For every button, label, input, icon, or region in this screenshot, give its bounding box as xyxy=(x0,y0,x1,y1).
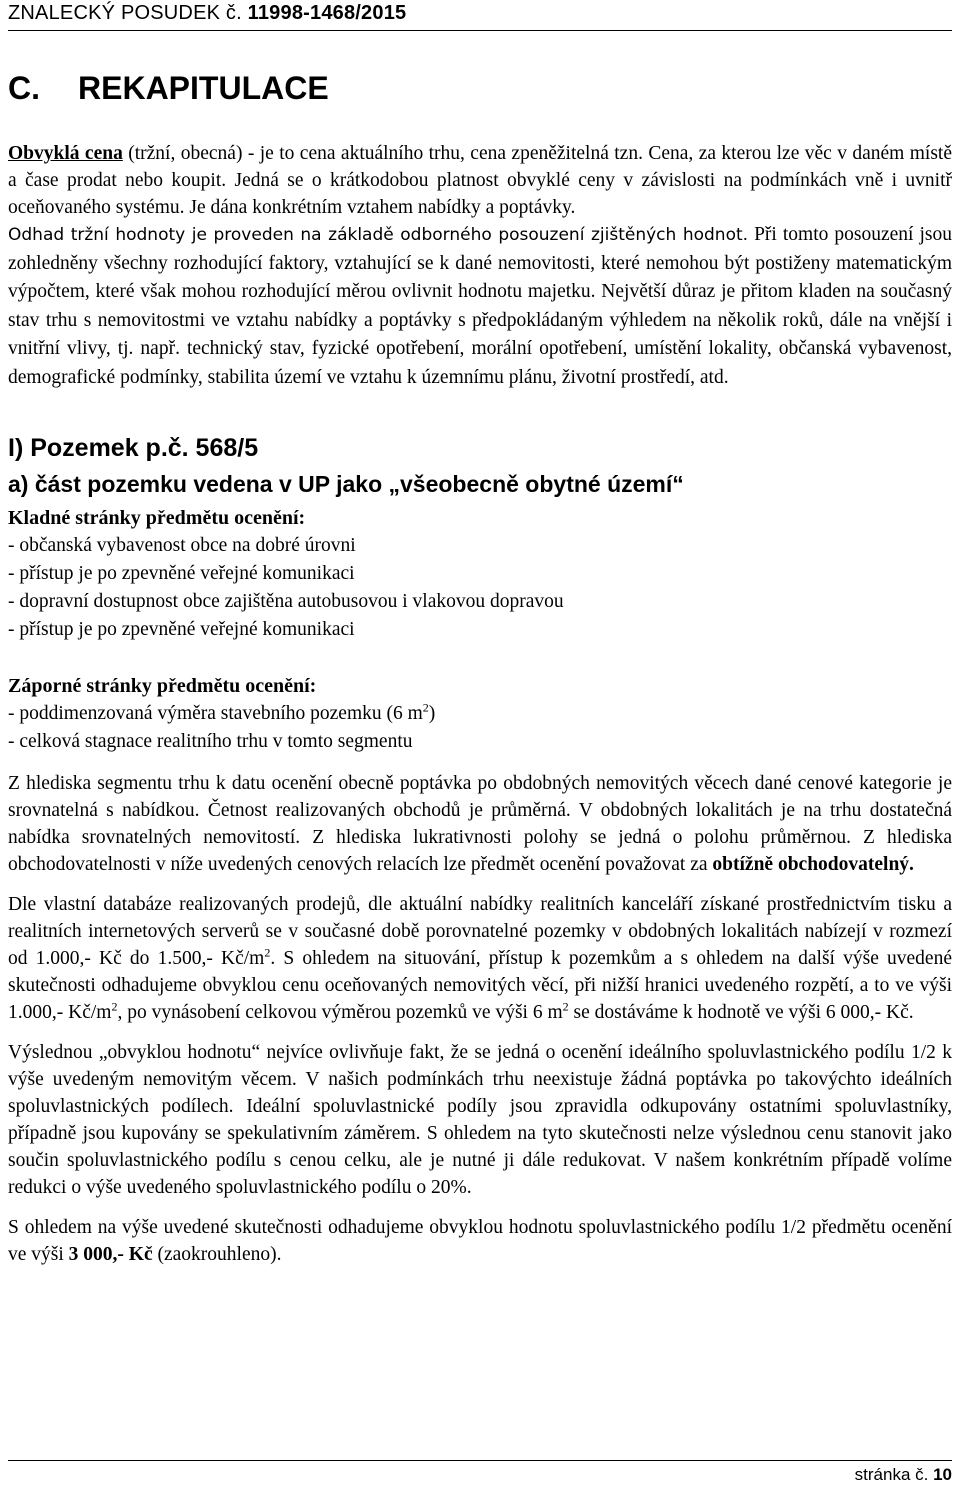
segment-bold: obtížně obchodovatelný. xyxy=(712,854,914,875)
databaze-paragraph xyxy=(8,891,952,1026)
intro-text: (tržní, obecná) - je to cena aktuálního trhu, cena zpeněžitelná tzn. Cena, za kterou lze věc v daném místě a čase prodat nebo koupit. Jedná se o krátkodobou platnost obvyklé ceny v závislosti na podmínkách vně i uvnitř oceňovaného systému. Je dána konkrétním vztahem nabídky a poptávky. xyxy=(8,143,952,218)
list-item: - celková stagnace realitního trhu v tomto segmentu xyxy=(8,731,413,752)
section-letter: C. xyxy=(8,70,40,106)
superscript: 2 xyxy=(111,999,118,1014)
section-heading xyxy=(8,70,329,107)
page-footer xyxy=(855,1465,952,1485)
header-number: 11998-1468/2015 xyxy=(247,2,407,24)
odhad-paragraph xyxy=(8,221,952,392)
zaporne-item1-close: ) xyxy=(428,703,436,724)
document-body xyxy=(8,140,952,1268)
zaver-suffix: (zaokrouhleno). xyxy=(152,1244,282,1265)
zaver-paragraph xyxy=(8,1214,952,1268)
zaporne-item1-text: - poddimenzovaná výměra stavebního pozemku (6 m xyxy=(8,703,423,724)
footer-label: stránka č. xyxy=(854,1465,934,1484)
segment-text: Z hlediska segmentu trhu k datu ocenění obecně poptávka po obdobných nemovitých věcech dané cenové kategorie je srovnatelná s nabídkou. Četnost realizovaných obchodů je průměrná. V obdobných lokalitách je na trhu dostatečná nabídka srovnatelných nemovitostí. Z hlediska lukrativnosti polohy se jedná o polohu průměrnou. Z hlediska obchodovatelnosti v níže uvedených cenových relacích lze předmět ocenění považovat za xyxy=(8,773,952,875)
zaver-value: 3 000,- Kč xyxy=(68,1244,153,1265)
footer-divider xyxy=(8,1460,952,1461)
odhad-sans-text: Odhad tržní hodnoty je proveden na základě odborného posouzení zjištěných hodnot. xyxy=(8,225,749,245)
page-number: 10 xyxy=(933,1465,952,1484)
kladne-list xyxy=(8,532,952,644)
header-divider xyxy=(8,30,952,31)
list-item: - přístup je po zpevněné veřejné komunikaci xyxy=(8,563,355,584)
zaporne-list xyxy=(8,700,952,756)
kladne-heading: Kladné stránky předmětu ocenění: xyxy=(8,507,306,529)
zaporne-heading: Záporné stránky předmětu ocenění: xyxy=(8,675,317,697)
superscript: 2 xyxy=(422,700,429,715)
databaze-p1: Dle vlastní databáze realizovaných prodejů, dle aktuální nabídky realitních kanceláří získané prostřednictvím tisku a realitních internetových serverů se v současné době porovnatelné pozemky v obdobných lokalitách nabízejí v rozmezí od 1.000,- Kč do 1.500,- Kč/m xyxy=(8,894,952,969)
list-item: - občanská vybavenost obce na dobré úrovni xyxy=(8,535,356,556)
intro-term: Obvyklá cena xyxy=(8,143,123,164)
header-prefix: ZNALECKÝ POSUDEK č. xyxy=(8,2,248,24)
superscript: 2 xyxy=(562,999,569,1014)
databaze-p3: , po vynásobení celkovou výměrou pozemků ve výši 6 m xyxy=(117,1002,563,1023)
zaver-text: S ohledem na výše uvedené skutečnosti odhadujeme obvyklou hodnotu spoluvlastnického podílu 1/2 předmětu ocenění ve výši xyxy=(8,1217,952,1265)
segment-paragraph xyxy=(8,770,952,878)
list-item: - přístup je po zpevněné veřejné komunikaci xyxy=(8,619,355,640)
pozemek-heading: I) Pozemek p.č. 568/5 xyxy=(8,434,259,462)
odhad-serif-text: Při tomto posouzení jsou zohledněny všechny rozhodující faktory, vztahující se k dané nemovitosti, které nemohou být postiženy matematickým výpočtem, které však mohou rozhodující měrou ovlivnit hodnotu majetku. Největší důraz je přitom kladen na současný stav trhu s nemovitostmi ve vztahu nabídky a poptávky s předpokládaným výhledem na několik roků, dále na vnější i vnitřní vlivy, tj. např. technický stav, fyzické opotřebení, morální opotřebení, umístění lokality, občanská vybavenost, demografické podmínky, stabilita území ve vztahu k územnímu plánu, životní prostředí, atd. xyxy=(8,224,952,388)
vysledna-paragraph: Výslednou „obvyklou hodnotu“ nejvíce ovlivňuje fakt, že se jedná o ocenění ideálního spoluvlastnického podílu 1/2 k výše uvedeným nemovitým věcem. V našich podmínkách trhu neexistuje žádná poptávka po takovýchto ideálních spoluvlastnických podílech. Ideální spoluvlastnické podíly jsou zpravidla odkupovány ostatními spoluvlastníky, případně jsou kupovány se spekulativním záměrem. S ohledem na tyto skutečnosti nelze výslednou cenu stanovit jako součin spoluvlastnického podílu s cenou celku, ale je nutné ji dále redukovat. V našem konkrétním případě volíme redukci o výše uvedeného spoluvlastnického podílu o 20%. xyxy=(8,1042,952,1198)
section-title: REKAPITULACE xyxy=(78,70,329,106)
list-item xyxy=(8,700,952,728)
databaze-p2: . S ohledem na situování, přístup k pozemkům a s ohledem na další výše uvedené skutečnosti odhadujeme obvyklou cenu oceňovaných nemovitých věcí, při nižší hranici uvedeného rozpětí, a to ve výši 1.000,- Kč/m xyxy=(8,948,952,1023)
intro-paragraph xyxy=(8,140,952,221)
document-header xyxy=(8,2,406,25)
databaze-p4: se dostáváme k hodnotě ve výši 6 000,- Kč. xyxy=(568,1002,914,1023)
superscript: 2 xyxy=(264,945,271,960)
list-item: - dopravní dostupnost obce zajištěna autobusovou i vlakovou dopravou xyxy=(8,591,564,612)
pozemek-subheading: a) část pozemku vedena v UP jako „všeobecně obytné území“ xyxy=(8,471,684,497)
